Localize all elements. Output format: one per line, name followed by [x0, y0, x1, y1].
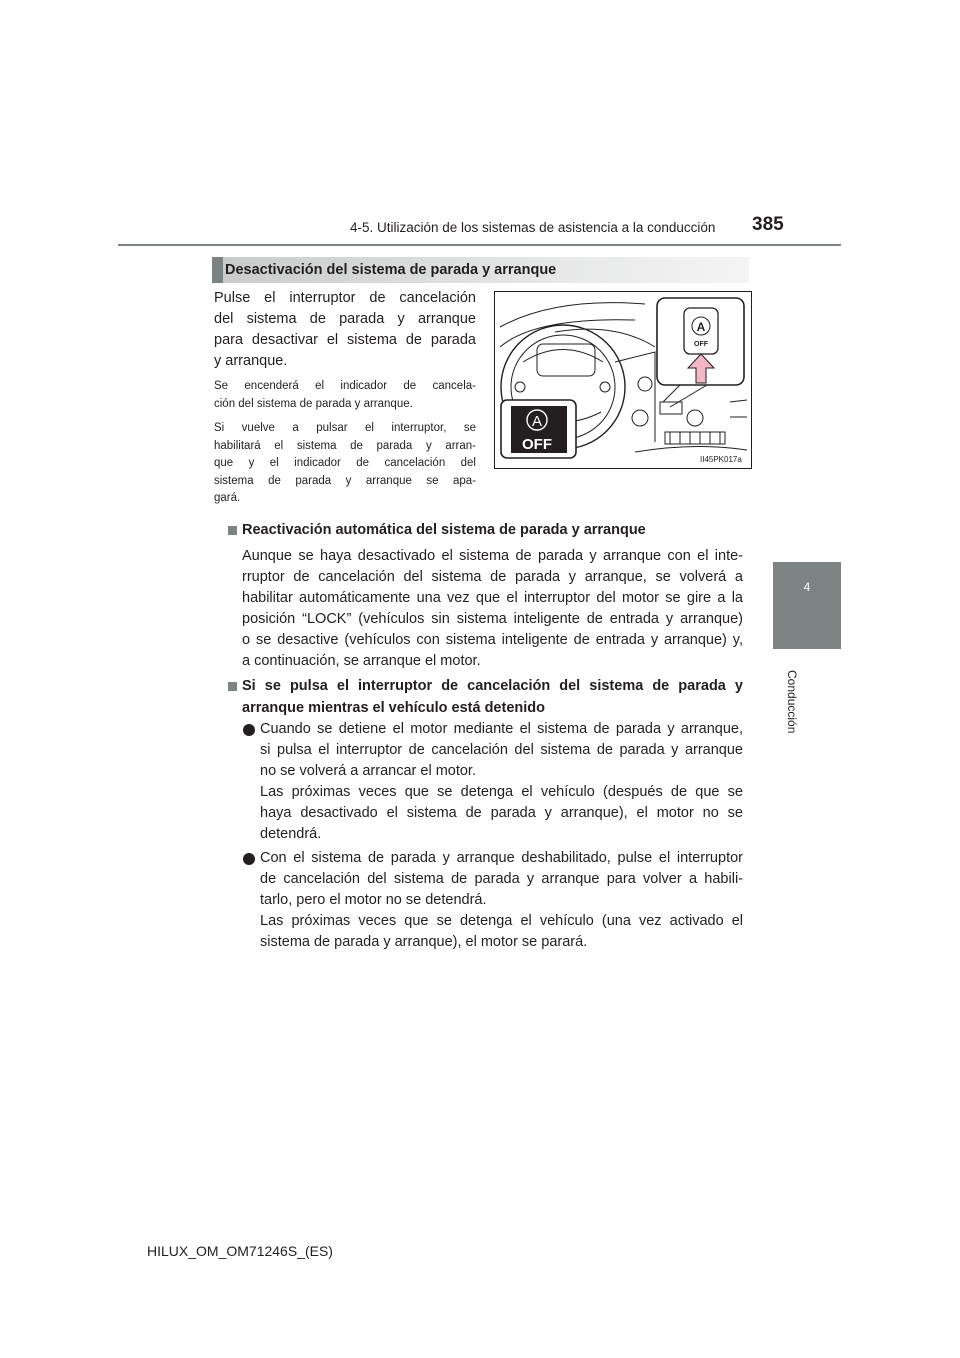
chapter-label: Conducción: [785, 670, 799, 734]
header-title: 4-5. Utilización de los sistemas de asistencia a la conducción: [350, 220, 716, 235]
square-bullet-icon: [228, 682, 237, 691]
chapter-tab: [773, 562, 841, 649]
paragraph-line: de cancelación del sistema de parada y arranque para volver a habili-: [260, 871, 743, 887]
section-heading-marker: [212, 257, 223, 283]
intro-line: Pulse el interruptor de cancelación: [214, 290, 476, 306]
subsection-title-line: arranque mientras el vehículo está detenido: [242, 700, 545, 716]
indicator-icon-off-text: OFF: [522, 436, 552, 453]
paragraph-line: a continuación, se arranque el motor.: [242, 653, 481, 669]
dashboard-drawing: [495, 292, 751, 468]
paragraph-line: si pulsa el interruptor de cancelación del sistema de parada y arranque: [260, 742, 743, 758]
paragraph-line: habilitar automáticamente una vez que el interruptor del motor se gire a la: [242, 590, 743, 606]
paragraph-line: Las próximas veces que se detenga el vehículo (una vez activado el: [260, 913, 743, 929]
paragraph-line: detendrá.: [260, 826, 322, 842]
round-bullet-icon: [243, 724, 255, 736]
note-line: Se encenderá el indicador de cancela-: [214, 380, 476, 392]
bullet-paragraph: [260, 848, 743, 953]
paragraph-line: no se volverá a arrancar el motor.: [260, 763, 476, 779]
paragraph-line: haya desactivado el sistema de parada y arranque), el motor no se: [260, 805, 743, 821]
intro-note-1: [214, 378, 476, 413]
switch-icon-off-text: OFF: [694, 341, 708, 348]
dashboard-illustration: [494, 291, 752, 469]
intro-line: para desactivar el sistema de parada: [214, 332, 476, 348]
paragraph-line: tarlo, pero el motor no se detendrá.: [260, 892, 487, 908]
note-line: gará.: [214, 492, 241, 504]
indicator-icon-letter: A: [531, 413, 543, 430]
square-bullet-icon: [228, 526, 237, 535]
round-bullet-icon: [243, 853, 255, 865]
switch-icon-letter: A: [696, 320, 706, 334]
intro-note-2: [214, 420, 476, 508]
paragraph-line: Con el sistema de parada y arranque deshabilitado, pulse el interruptor: [260, 850, 743, 866]
paragraph-line: Aunque se haya desactivado el sistema de parada y arranque con el inte-: [242, 548, 743, 564]
paragraph-line: Las próximas veces que se detenga el vehículo (después de que se: [260, 784, 743, 800]
note-line: Si vuelve a pulsar el interruptor, se: [214, 422, 476, 434]
paragraph-line: posición “LOCK” (vehículos sin sistema inteligente de entrada y arranque): [242, 611, 743, 627]
section-heading: [212, 257, 749, 283]
note-line: sistema de parada y arranque se apa-: [214, 474, 476, 487]
subsection-paragraph: [242, 546, 743, 672]
bullet-paragraph: [260, 719, 743, 845]
subsection-title-line: Si se pulsa el interruptor de cancelación del sistema de parada y: [242, 678, 743, 694]
paragraph-line: sistema de parada y arranque), el motor se parará.: [260, 934, 588, 950]
chapter-number: 4: [803, 580, 811, 594]
paragraph-line: Cuando se detiene el motor mediante el sistema de parada y arranque,: [260, 721, 743, 737]
intro-line: del sistema de parada y arranque: [214, 311, 476, 327]
subsection-title: Reactivación automática del sistema de parada y arranque: [242, 522, 646, 538]
note-line: que y el indicador de cancelación del: [214, 457, 476, 469]
paragraph-line: o se desactive (vehículos con sistema inteligente de entrada y arranque) y,: [242, 632, 743, 648]
note-line: habilitará el sistema de parada y arran-: [214, 439, 476, 452]
note-line: ción del sistema de parada y arranque.: [214, 397, 413, 410]
intro-line: y arranque.: [214, 353, 288, 369]
intro-paragraph: [214, 288, 476, 372]
subsection-title: [242, 675, 743, 719]
footer-document-code: HILUX_OM_OM71246S_(ES): [147, 1243, 333, 1259]
section-heading-text: Desactivación del sistema de parada y arranque: [225, 262, 557, 278]
header-divider: [118, 244, 841, 246]
page-number: 385: [752, 214, 784, 235]
figure-label: II45PK017a: [700, 455, 742, 464]
paragraph-line: rruptor de cancelación del sistema de parada y arranque, se volverá a: [242, 569, 743, 585]
